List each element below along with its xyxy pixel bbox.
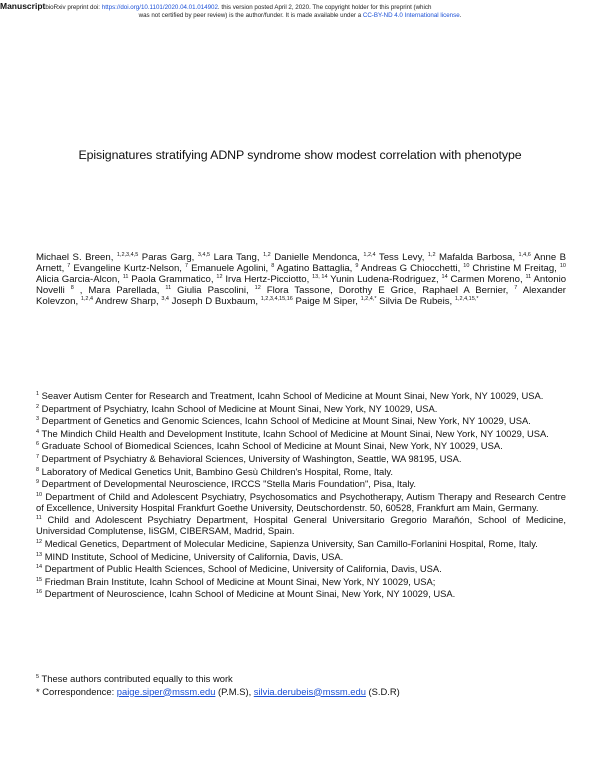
paper-title: Episignatures stratifying ADNP syndrome show modest correlation with phenotype	[78, 148, 522, 162]
affiliation-item	[36, 466, 566, 477]
author-name: Michael S. Breen,	[36, 252, 114, 263]
affiliation-text: Department of Child and Adolescent Psychiatry, Psychosomatics and Psychotherapy, Autism Therapy and Research Centre of Excellence, University Hospital Frankfurt Goethe University, Deutschordenstr. 50, 60528, Frankfurt am Main, Germany.	[36, 490, 566, 513]
affiliation-item	[36, 588, 566, 599]
author-name: Flora Tassone,	[266, 285, 333, 297]
author-name: Andreas G Chiocchetti,	[360, 263, 461, 275]
affiliation-item	[36, 403, 566, 414]
affiliation-text: Department of Public Health Sciences, School of Medicine, University of California, Davis, USA.	[44, 563, 442, 575]
affiliation-number: 13	[36, 551, 43, 558]
author-affiliation-marks: 1,2,3,4,15,16	[260, 296, 293, 303]
author-affiliation-marks: 7	[514, 285, 518, 292]
affiliation-number: 12	[36, 538, 43, 545]
author-name: Agatino Battaglia,	[276, 263, 353, 275]
author-name: Emanuele Agolini,	[191, 263, 269, 275]
author-affiliation-marks: 14	[441, 274, 448, 281]
affiliation-text: Friedman Brain Institute, Icahn School of Medicine at Mount Sinai, New York, NY 10029, USA;	[44, 575, 436, 587]
author-name: Evangeline Kurtz-Nelson,	[73, 263, 182, 275]
affiliation-item	[36, 491, 566, 513]
affiliation-text: The Mindich Child Health and Development Institute, Icahn School of Medicine at Mount Sinai, New York, NY 10029, USA.	[41, 427, 549, 439]
author-affiliation-marks: 1,2,4	[363, 252, 376, 258]
affiliation-text: Department of Psychiatry, Icahn School of Medicine at Mount Sinai, New York, NY 10029, USA.	[41, 402, 438, 414]
affiliation-text: MIND Institute, School of Medicine, University of California, Davis, USA.	[44, 550, 344, 562]
equal-contribution-note	[36, 673, 566, 686]
author-affiliation-marks: 11	[122, 274, 129, 281]
affiliation-number: 16	[36, 589, 43, 596]
email-link-siper[interactable]: paige.siper@mssm.edu	[116, 685, 216, 697]
affiliation-number: 8	[36, 466, 40, 473]
author-affiliation-marks: 12	[254, 285, 261, 292]
author-name: Andrew Sharp,	[95, 296, 159, 308]
affiliation-text: Laboratory of Medical Genetics Unit, Bambino Gesù Children's Hospital, Rome, Italy.	[41, 465, 393, 477]
author-name: Christine M Freitag,	[472, 263, 557, 275]
preprint-header	[0, 2, 600, 20]
affiliation-text: Graduate School of Biomedical Sciences, Icahn School of Medicine at Mount Sinai, New York, NY 10029, USA.	[41, 440, 503, 452]
header-line1-post: . this version posted April 2, 2020. The copyright holder for this preprint (which	[217, 4, 432, 11]
author-list	[36, 252, 566, 307]
author-affiliation-marks: 3,4,5	[197, 252, 211, 258]
header-line2-post: .	[459, 12, 462, 19]
author-affiliation-marks: 7	[67, 263, 71, 270]
author-name: Alexander Kolevzon,	[36, 285, 566, 308]
author-affiliation-marks: 1,2	[263, 252, 271, 258]
header-line2-pre: was not certified by peer review) is the author/funder. It is made available under a	[138, 12, 363, 19]
affiliation-number: 7	[36, 453, 40, 460]
affiliation-text: Department of Developmental Neuroscience, IRCCS "Stella Maris Foundation", Pisa, Italy.	[41, 478, 417, 490]
affiliation-list	[36, 390, 566, 601]
affiliation-number: 3	[36, 416, 40, 423]
author-name: Mafalda Barbosa,	[439, 252, 516, 263]
author-name: Anne B Arnett,	[36, 252, 567, 275]
author-affiliation-marks: 11	[165, 285, 172, 292]
author-affiliation-marks: 1,2,4	[80, 296, 94, 303]
author-affiliation-marks: 1,2	[427, 252, 436, 258]
author-name: Danielle Mendonca,	[274, 252, 360, 263]
affiliation-item	[36, 514, 566, 536]
author-affiliation-marks: 9	[355, 263, 359, 270]
affiliation-text: Seaver Autism Center for Research and Treatment, Icahn School of Medicine at Mount Sinai, New York, NY 10029, USA.	[41, 390, 544, 401]
affiliation-item	[36, 428, 566, 439]
author-name: , Mara Parellada,	[79, 285, 160, 297]
affiliation-item	[36, 478, 566, 489]
affiliation-item	[36, 390, 566, 401]
author-name: Paige M Siper,	[295, 296, 358, 308]
affiliation-text: Medical Genetics, Department of Molecular Medicine, Sapienza University, San Camillo-Forlanini Hospital, Rome, Italy.	[44, 537, 538, 549]
author-affiliation-marks: 8	[70, 285, 74, 292]
author-name: Irva Hertz-Picciotto,	[225, 274, 310, 286]
author-name: Raphael A Bernier,	[422, 285, 509, 297]
email-siper-suffix: (P.M.S),	[215, 685, 254, 697]
author-affiliation-marks: 10	[463, 263, 470, 270]
affiliation-number: 4	[36, 428, 40, 435]
author-affiliation-marks: 8	[271, 263, 275, 270]
author-name: Yunin Ludena-Rodriguez,	[330, 274, 439, 286]
affiliation-text: Child and Adolescent Psychiatry Department, Hospital General Universitario Gregorio Marañón, School of Medicine, Universidad Complutense, IiSGM, CIBERSAM, Madrid, Spain.	[36, 514, 567, 537]
affiliation-text: Department of Psychiatry & Behavioral Sciences, University of Washington, Seattle, WA 98195, USA.	[41, 452, 462, 464]
author-affiliation-marks: 13, 14	[312, 274, 328, 281]
affiliation-number: 2	[36, 403, 40, 410]
affiliation-item	[36, 538, 566, 549]
email-derubeis-suffix: (S.D.R)	[365, 685, 400, 697]
email-link-derubeis[interactable]: silvia.derubeis@mssm.edu	[253, 685, 366, 697]
author-name: Antonio Novelli	[36, 274, 567, 297]
affiliation-text: Department of Genetics and Genomic Sciences, Icahn School of Medicine at Mount Sinai, New York, NY 10029, USA.	[41, 415, 531, 427]
affiliation-number: 15	[36, 576, 43, 583]
equal-contribution-text: These authors contributed equally to this work	[41, 673, 233, 684]
manuscript-tag: Manuscript	[0, 1, 46, 11]
affiliation-number: 1	[36, 391, 40, 397]
header-line1-pre: bioRxiv preprint doi:	[45, 4, 102, 11]
affiliation-number: 11	[36, 515, 42, 522]
author-affiliation-marks: 1,2,3,4,5	[116, 252, 139, 258]
author-name: Alicia Garcia-Alcon,	[36, 274, 120, 286]
author-affiliation-marks: 12	[216, 274, 223, 281]
affiliation-item	[36, 576, 566, 587]
correspondence-label: * Correspondence:	[36, 685, 117, 697]
affiliation-item	[36, 440, 566, 451]
affiliation-number: 6	[36, 441, 40, 448]
author-affiliation-marks: 10	[559, 263, 566, 270]
author-affiliation-marks: 1,2,4,*	[360, 296, 377, 303]
author-name: Silvia De Rubeis,	[379, 296, 453, 308]
affiliation-item	[36, 453, 566, 464]
author-name: Tess Levy,	[378, 252, 425, 263]
author-name: Dorothy E Grice,	[338, 285, 417, 297]
header-line-1	[0, 2, 600, 12]
header-line-2	[0, 12, 600, 20]
author-affiliation-marks: 7	[184, 263, 189, 270]
author-affiliation-marks: 3,4	[161, 296, 169, 303]
equal-contribution-mark: 5	[36, 674, 40, 680]
footnotes	[36, 673, 566, 698]
author-affiliation-marks: 1,2,4,15,*	[454, 296, 479, 303]
license-link[interactable]: CC-BY-ND 4.0 International license	[362, 12, 460, 19]
affiliation-item	[36, 551, 566, 562]
author-name: Giulia Pascolini,	[177, 285, 249, 297]
affiliation-text: Department of Neuroscience, Icahn School of Medicine at Mount Sinai, New York, NY 10029, USA.	[44, 588, 456, 600]
author-affiliation-marks: 11	[525, 274, 532, 281]
affiliation-item	[36, 415, 566, 426]
doi-link[interactable]: https://doi.org/10.1101/2020.04.01.014902	[101, 4, 218, 11]
author-affiliation-marks: 1,4,6	[518, 252, 531, 258]
author-name: Paola Grammatico,	[131, 274, 214, 286]
affiliation-number: 14	[36, 564, 43, 571]
author-name: Paras Garg,	[141, 252, 195, 263]
author-name: Carmen Moreno,	[450, 274, 523, 286]
author-name: Joseph D Buxbaum,	[171, 296, 259, 308]
author-name: Lara Tang,	[213, 252, 260, 263]
correspondence-note	[36, 686, 566, 699]
affiliation-number: 9	[36, 479, 40, 486]
affiliation-item	[36, 563, 566, 574]
affiliation-number: 10	[36, 491, 43, 498]
